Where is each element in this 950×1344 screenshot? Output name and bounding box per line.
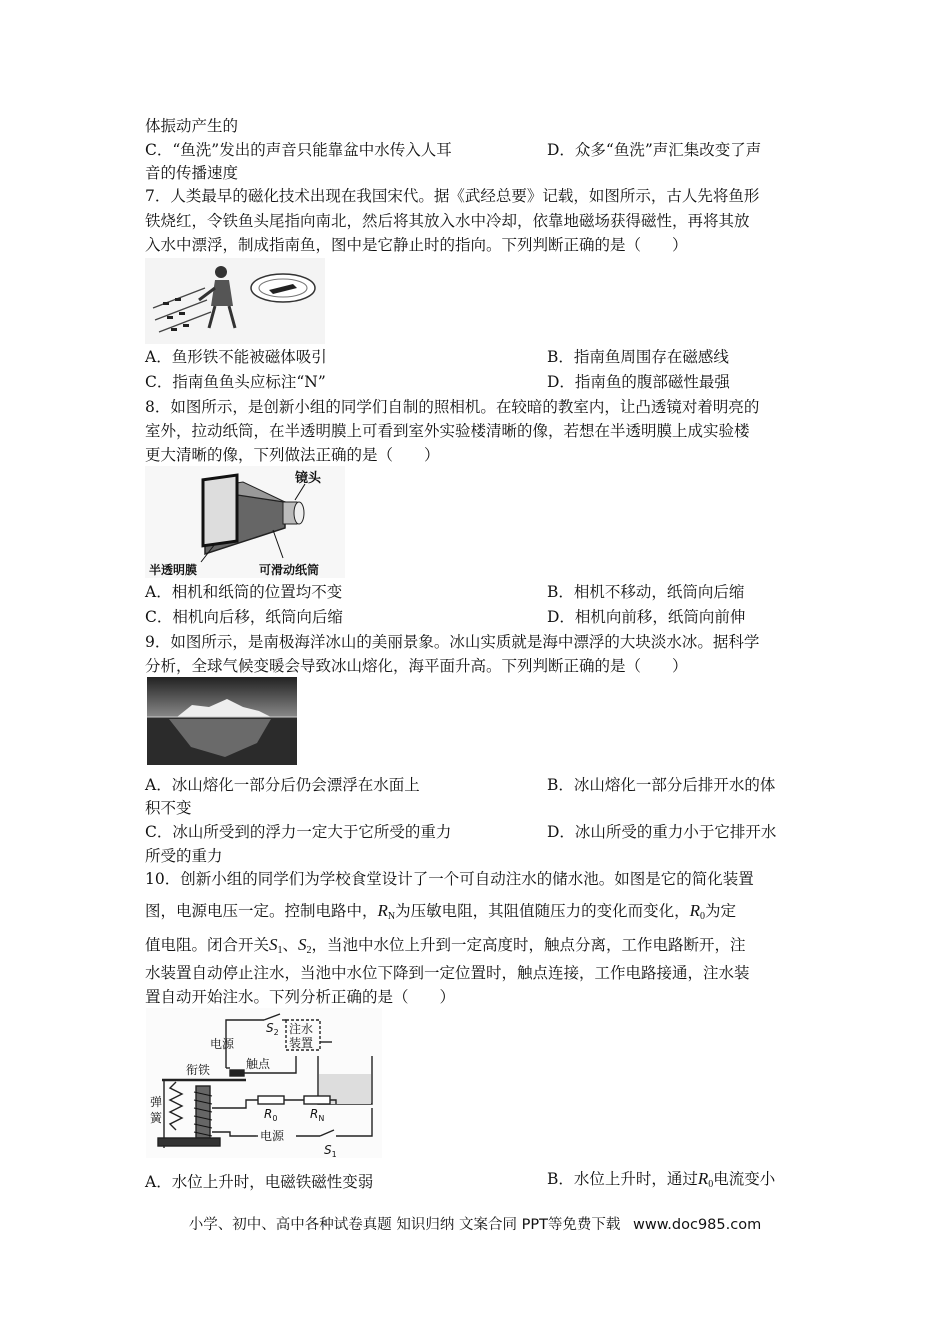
power-top-label: 电源 (210, 1037, 235, 1051)
device-label-2: 装置 (289, 1036, 314, 1050)
math-symbol: R (689, 901, 701, 920)
math-subscript: 2 (306, 945, 312, 956)
armature-label: 衔铁 (186, 1063, 211, 1077)
lens-label: 镜头 (295, 471, 322, 486)
q6-option-d: D．众多“鱼洗”声汇集改变了声 (547, 141, 762, 159)
q8-camera-figure (145, 466, 345, 578)
q10-stem: 置自动开始注水。下列分析正确的是（ ） (145, 988, 456, 1006)
contact-label: 触点 (246, 1057, 271, 1071)
q7-stem: 7．人类最早的磁化技术出现在我国宋代。据《武经总要》记载，如图所示，古人先将鱼形 (145, 187, 760, 205)
text-line: 积不变 (145, 799, 192, 817)
q9-stem: 分析，全球气候变暖会导致冰山熔化，海平面升高。下列判断正确的是（ ） (145, 657, 688, 675)
rn-label: $R_N$ (310, 1107, 325, 1123)
q8-stem: 8．如图所示，是创新小组的同学们自制的照相机。在较暗的教室内，让凸透镜对着明亮的 (145, 398, 760, 416)
power-bottom-label: 电源 (260, 1129, 285, 1143)
text-line: 体振动产生的 (145, 117, 239, 135)
q10-option-b: B．水位上升时，通过$R_0$电流变小 (547, 1169, 776, 1190)
q6-option-c: C．“鱼洗”发出的声音只能靠盆中水传入人耳 (145, 141, 452, 159)
math-subscript: 0 (700, 911, 706, 922)
math-symbol: S (298, 935, 307, 954)
s1-label: $S_1$ (324, 1143, 337, 1158)
q7-stem: 铁烧红，令铁鱼头尾指向南北，然后将其放入水中冷却，依靠地磁场获得磁性，再将其放 (145, 212, 750, 230)
q7-figure (145, 258, 325, 344)
page-footer (0, 1213, 950, 1234)
q7-stem: 入水中漂浮，制成指南鱼，图中是它静止时的指向。下列判断正确的是（ ） (145, 236, 688, 254)
math-subscript: 0 (708, 1179, 714, 1190)
text-line: 音的传播速度 (145, 164, 239, 182)
q8-stem: 更大清晰的像，下列做法正确的是（ ） (145, 446, 440, 464)
q10-stem: 图，电源电压一定。控制电路中，$R_N$为压敏电阻，其阻值随压力的变化而变化，$R_0$为定 (145, 901, 737, 922)
q10-stem: 值电阻。闭合开关$S_1$、$S_2$，当池中水位上升到一定高度时，触点分离，工作电路断开，注 (145, 935, 746, 956)
device-label-1: 注水 (289, 1022, 314, 1036)
r0-label: $R_0$ (264, 1107, 278, 1123)
footer-site-link[interactable]: www.doc985.com (633, 1217, 762, 1233)
footer-text: 小学、初中、高中各种试卷真题 知识归纳 文案合同 PPT等免费下载 (188, 1217, 621, 1233)
q10-circuit-figure (146, 1008, 382, 1158)
q9-stem: 9．如图所示，是南极海洋冰山的美丽景象。冰山实质就是海中漂浮的大块淡水冰。据科学 (145, 633, 760, 651)
q8-option-a: A．相机和纸筒的位置均不变 (145, 583, 343, 601)
q10-option-a: A．水位上升时，电磁铁磁性变弱 (145, 1173, 374, 1191)
spring-label-2: 簧 (150, 1111, 163, 1125)
q9-option-d: D．冰山所受的重力小于它排开水 (547, 823, 777, 841)
q9-option-c: C．冰山所受到的浮力一定大于它所受的重力 (145, 823, 452, 841)
q7-option-c: C．指南鱼鱼头应标注“N” (145, 373, 326, 391)
math-symbol: S (269, 935, 278, 954)
membrane-label: 半透明膜 (149, 563, 198, 577)
math-subscript: N (387, 911, 396, 922)
q8-option-d: D．相机向前移，纸筒向前伸 (547, 608, 746, 626)
math-symbol: R (377, 901, 388, 920)
text-line: 所受的重力 (145, 847, 223, 865)
q7-option-a: A．鱼形铁不能被磁体吸引 (145, 348, 327, 366)
q8-stem: 室外，拉动纸筒，在半透明膜上可看到室外实验楼清晰的像，若想在半透明膜上成实验楼 (145, 422, 750, 440)
s2-label: $S_2$ (266, 1021, 279, 1037)
math-subscript: 1 (277, 945, 283, 956)
spring-label-1: 弹 (150, 1095, 163, 1109)
q9-iceberg-figure (147, 677, 297, 765)
q7-option-b: B．指南鱼周围存在磁感线 (547, 348, 729, 366)
q9-option-a: A．冰山熔化一部分后仍会漂浮在水面上 (145, 776, 420, 794)
q10-stem: 水装置自动停止注水，当池中水位下降到一定位置时，触点连接，工作电路接通，注水装 (145, 964, 750, 982)
math-symbol: R (697, 1169, 709, 1188)
q10-stem: 10．创新小组的同学们为学校食堂设计了一个可自动注水的储水池。如图是它的简化装置 (145, 870, 754, 888)
q8-option-c: C．相机向后移，纸筒向后缩 (145, 608, 343, 626)
q9-option-b: B．冰山熔化一部分后排开水的体 (547, 776, 776, 794)
tube-label: 可滑动纸筒 (259, 563, 320, 577)
q8-option-b: B．相机不移动，纸筒向后缩 (547, 583, 745, 601)
q7-option-d: D．指南鱼的腹部磁性最强 (547, 373, 730, 391)
